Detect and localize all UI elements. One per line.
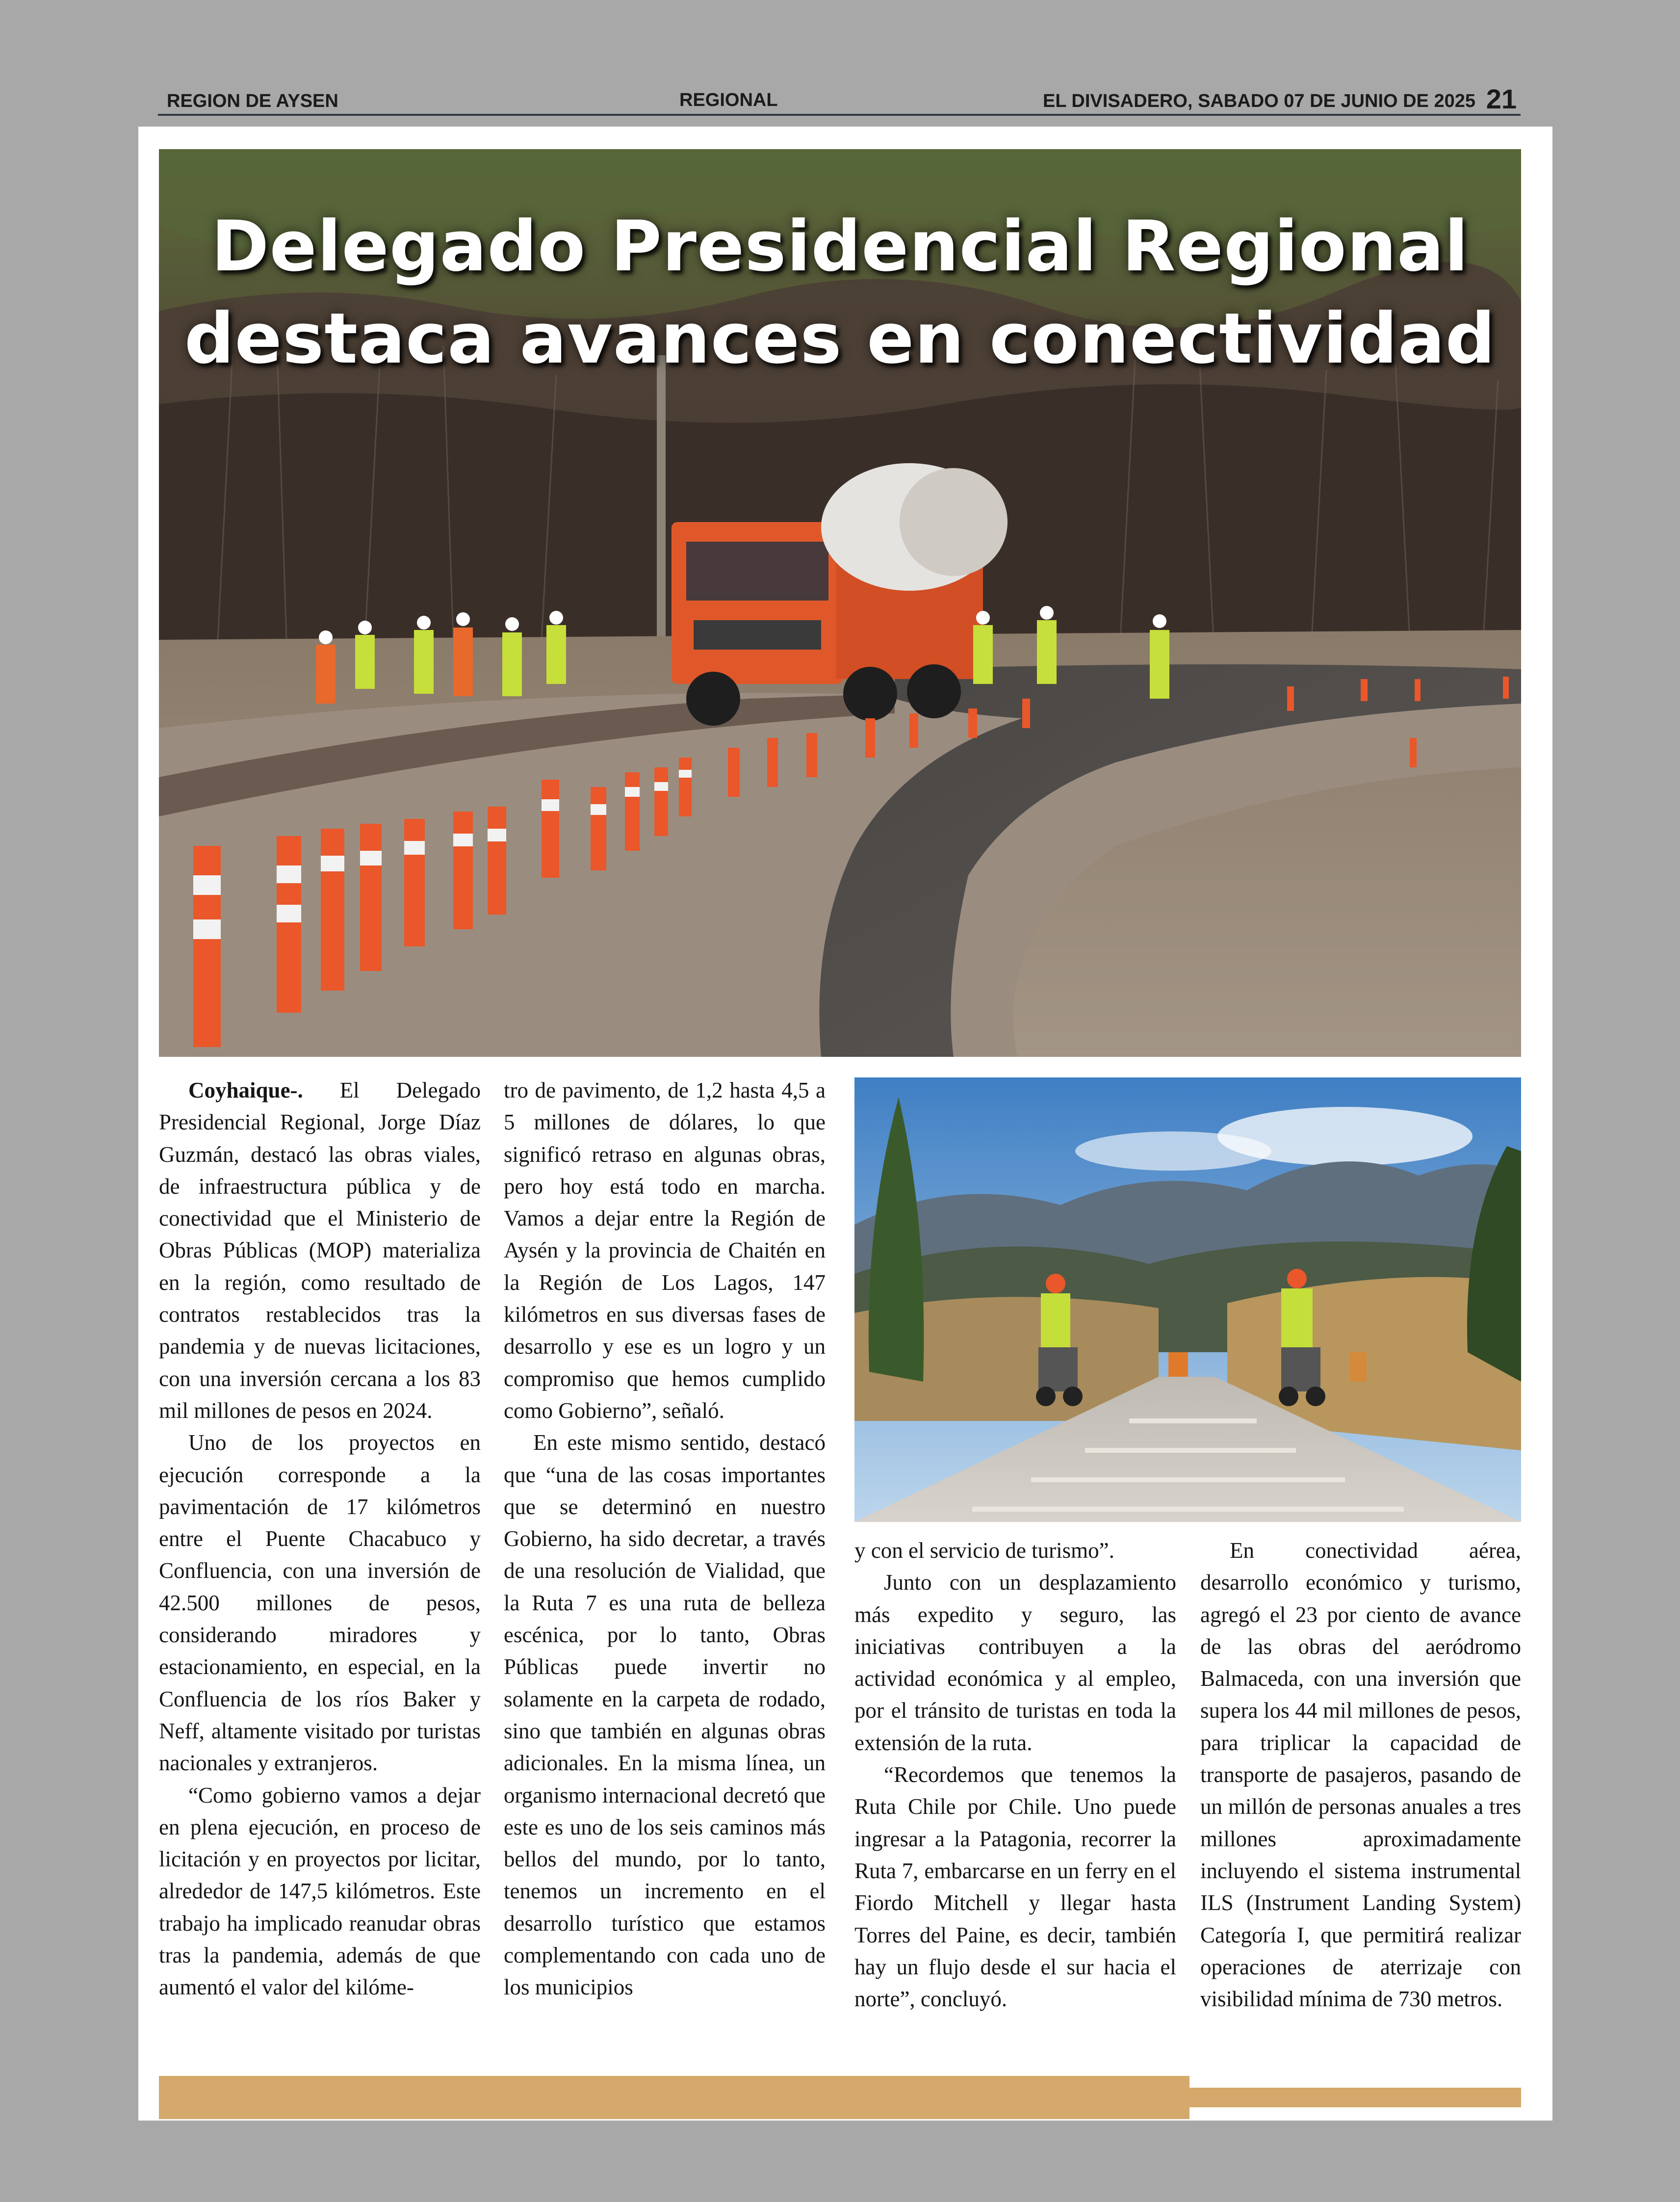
paragraph: En este mismo sentido, destacó que “una de las cosas importantes que se determinó en nuestro Gobierno, ha sido decretar, a través de una resolución de Vialidad, que la Ruta 7 es una ruta de belleza escénica, por lo tanto, Obras Públicas puede invertir no solamente en la carpeta de rodado, sino que también en algunas obras adicionales. En la misma línea, un organismo internacional decretó que este es uno de los seis caminos más bellos del mundo, por lo tanto, tenemos un incremento en el desarrollo turístico que estamos complementando con cada uno de los municipios	[504, 1430, 826, 2000]
article-column-3	[854, 1535, 1176, 2015]
paragraph: En conectividad aérea, desarrollo económico y turismo, agregó el 23 por ciento de avance de las obras del aeródromo Balmaceda, con una inversión que supera los 44 mil millones de pesos, para triplicar la capacidad de transporte de pasajeros, pasando de un millón de personas anuales a tres millones aproximadamente incluyendo el sistema instrumental ILS (Instrument Landing System) Categoría I, que permitirá realizar operaciones de aterrizaje con visibilidad mínima de 730 metros.	[1200, 1538, 1521, 2012]
hero-photo-road-construction	[159, 149, 1521, 1057]
article-column-2	[504, 1075, 826, 2004]
footer-accent-bar-right	[1189, 2088, 1521, 2107]
paragraph: Uno de los proyectos en ejecución corresponde a la pavimentación de 17 kilómetros entre el Puente Chacabuco y Confluencia, con una inversión de 42.500 millones de pesos, considerando miradores y estacionamiento, en especial, en la Confluencia de los ríos Baker y Neff, altamente visitado por turistas nacionales y extranjeros.	[159, 1430, 481, 1776]
inset-photo-drawing	[854, 1077, 1521, 1522]
paragraph: “Recordemos que tenemos la Ruta Chile por Chile. Uno puede ingresar a la Patagonia, recorrer la Ruta 7, embarcarse en un ferry en el Fiordo Mitchell y llegar hasta Torres del Paine, es decir, también hay un flujo desde el sur hacia el norte”, concluyó.	[854, 1762, 1176, 2012]
headline-line-2: destaca avances en conectividad	[184, 298, 1496, 379]
headline-line-1: Delegado Presidencial Regional	[211, 206, 1469, 287]
paragraph-lede	[159, 1075, 481, 1427]
article-headline	[159, 201, 1521, 385]
section-name: REGION DE AYSEN	[167, 91, 338, 111]
running-head	[158, 83, 1521, 116]
article-column-1	[159, 1075, 481, 2004]
paragraph: y con el servicio de turismo”.	[854, 1538, 1114, 1563]
footer-accent-bar	[159, 2076, 1189, 2119]
inset-photo-highway-workers	[854, 1077, 1521, 1522]
page-number: 21	[1486, 83, 1517, 114]
lede-text: El Delegado Presidencial Regional, Jorge Díaz Guzmán, destacó las obras viales, de infraestructura pública y de conectividad que el Ministerio de Obras Públicas (MOP) materializa en la región, como resultado de contratos restablecidos tras la pandemia y de nuevas licitaciones, con una inversión cercana a los 83 mil millones de pesos en 2024.	[159, 1078, 481, 1423]
page-sheet	[138, 127, 1552, 2121]
publication-dateline: EL DIVISADERO, SABADO 07 DE JUNIO DE 2025	[1043, 91, 1475, 111]
paragraph: tro de pavimento, de 1,2 hasta 4,5 a 5 millones de dólares, lo que significó retraso en algunas obras, pero hoy está todo en marcha. Vamos a dejar entre la Región de Aysén y la provincia de Chaitén en la Región de Los Lagos, 147 kilómetros en sus diversas fases de desarrollo y ese es un logro y un compromiso que hemos cumplido como Gobierno”, señaló.	[504, 1078, 826, 1423]
paragraph: Junto con un desplazamiento más expedito y seguro, las iniciativas contribuyen a la actividad económica y al empleo, por el tránsito de turistas en toda la extensión de la ruta.	[854, 1570, 1176, 1755]
dateline-city: Coyhaique-.	[188, 1078, 303, 1102]
article-column-4	[1200, 1535, 1521, 2015]
paragraph: “Como gobierno vamos a dejar en plena ejecución, en proceso de licitación y en proyectos por licitar, alrededor de 147,5 kilómetros. Este trabajo ha implicado reanudar obras tras la pandemia, además de que aumentó el valor del kilóme-	[159, 1783, 481, 2000]
section-category: REGIONAL	[679, 90, 778, 110]
